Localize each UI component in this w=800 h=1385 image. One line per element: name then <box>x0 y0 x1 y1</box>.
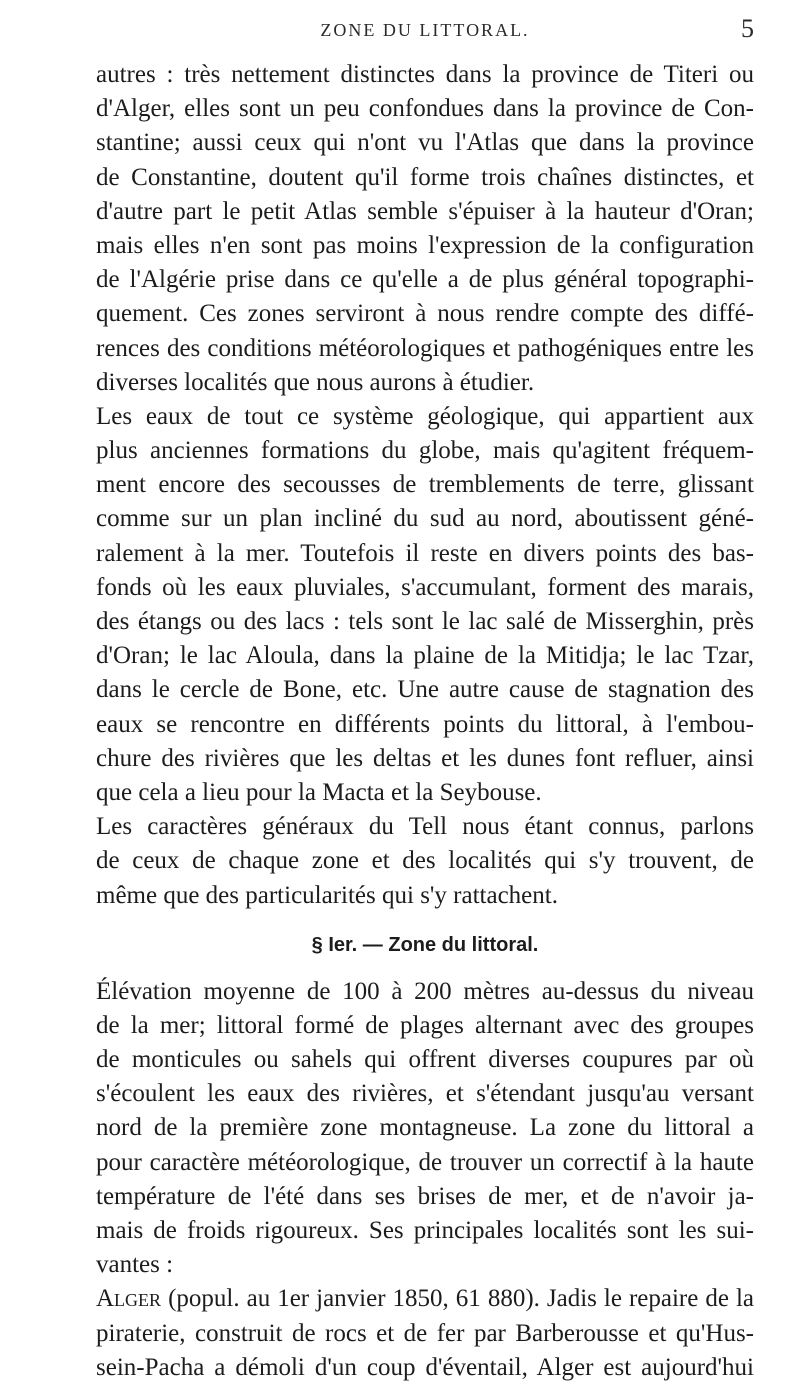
text-line <box>96 1282 754 1316</box>
paragraph <box>96 400 754 810</box>
text-line: d'autre part le petit Atlas semble s'épuiser à la hauteur d'Oran; <box>96 197 754 225</box>
text-line: rences des conditions météorologiques et pathogéniques entre les <box>96 334 754 362</box>
text-line: piraterie, construit de rocs et de fer par Barberousse et qu'Hus- <box>96 1319 754 1347</box>
text-line: de ceux de chaque zone et des localités qui s'y trouvent, de <box>96 847 754 875</box>
text-line: s'écoulent les eaux des rivières, et s'étendant jusqu'au versant <box>96 1080 754 1108</box>
text-line: température de l'été dans ses brises de mer, et de n'avoir ja- <box>96 1182 754 1210</box>
running-head <box>96 14 754 50</box>
text-line: même que des particularités qui s'y rattachent. <box>96 881 558 909</box>
text-line: pour caractère météorologique, de trouver un correctif à la haute <box>96 1148 754 1176</box>
text-line: comme sur un plan incliné du sud au nord, aboutissent géné- <box>96 505 754 533</box>
text-line: ment encore des secousses de tremblements de terre, glissant <box>96 471 754 499</box>
text-line: ralement à la mer. Toutefois il reste en divers points des bas- <box>96 539 754 567</box>
text-line: nord de la première zone montagneuse. La zone du littoral a <box>96 1114 754 1142</box>
text-line: stantine; aussi ceux qui n'ont vu l'Atlas que dans la province <box>96 129 754 157</box>
place-name: Alger <box>96 1285 162 1313</box>
paragraph <box>96 58 754 400</box>
text-line: des étangs ou des lacs : tels sont le lac salé de Misserghin, près <box>96 608 754 635</box>
paragraph <box>96 975 754 1283</box>
text-line: d'Oran; le lac Aloula, dans la plaine de la Mitidja; le lac Tzar, <box>96 642 754 670</box>
text-line: d'Alger, elles sont un peu confondues dans la province de Con- <box>96 95 754 123</box>
paragraph <box>96 810 754 913</box>
text-line: mais de froids rigoureux. Ses principales localités sont les sui- <box>96 1217 754 1244</box>
text-line: chure des rivières que les deltas et les dunes font refluer, ainsi <box>96 744 754 772</box>
section-heading: § Ier. — Zone du littoral. <box>311 933 539 956</box>
text-line: Les caractères généraux du Tell nous étant connus, parlons <box>96 813 754 841</box>
text-line: eaux se rencontre en différents points du littoral, à l'embou- <box>96 710 754 738</box>
text-line: Élévation moyenne de 100 à 200 mètres au-dessus du niveau <box>96 977 754 1005</box>
line-rest: (popul. au 1er janvier 1850, 61 880). Jadis le repaire de la <box>161 1285 754 1313</box>
text-line: fonds où les eaux pluviales, s'accumulant, forment des marais, <box>96 573 754 601</box>
text-line: de la mer; littoral formé de plages alternant avec des groupes <box>96 1011 754 1039</box>
text-line: quement. Ces zones serviront à nous rendre compte des diffé- <box>96 300 754 328</box>
text-line: mais elles n'en sont pas moins l'expression de la configuration <box>96 231 754 259</box>
text-line: de l'Algérie prise dans ce qu'elle a de plus général topographi- <box>96 266 754 294</box>
page-number: 5 <box>741 14 754 43</box>
text-line: dans le cercle de Bone, etc. Une autre cause de stagnation des <box>96 676 754 704</box>
text-line: de monticules ou sahels qui offrent diverses coupures par où <box>96 1046 754 1074</box>
text-line: autres : très nettement distinctes dans la province de Titeri ou <box>96 61 754 88</box>
text-line: Les eaux de tout ce système géologique, qui appartient aux <box>96 402 754 430</box>
text-line: diverses localités que nous aurons à étudier. <box>96 368 535 396</box>
text-line: que cela a lieu pour la Macta et la Seybouse. <box>96 778 542 806</box>
text-line: vantes : <box>96 1251 174 1279</box>
text-line: sein-Pacha a démoli d'un coup d'éventail, Alger est aujourd'hui <box>96 1353 754 1381</box>
body-text <box>96 58 754 1385</box>
running-title: ZONE DU LITTORAL. <box>320 20 530 40</box>
text-line: plus anciennes formations du globe, mais qu'agitent fréquem- <box>96 437 754 465</box>
text-line: de Constantine, doutent qu'il forme trois chaînes distinctes, et <box>96 163 754 191</box>
paragraph <box>96 1282 754 1385</box>
